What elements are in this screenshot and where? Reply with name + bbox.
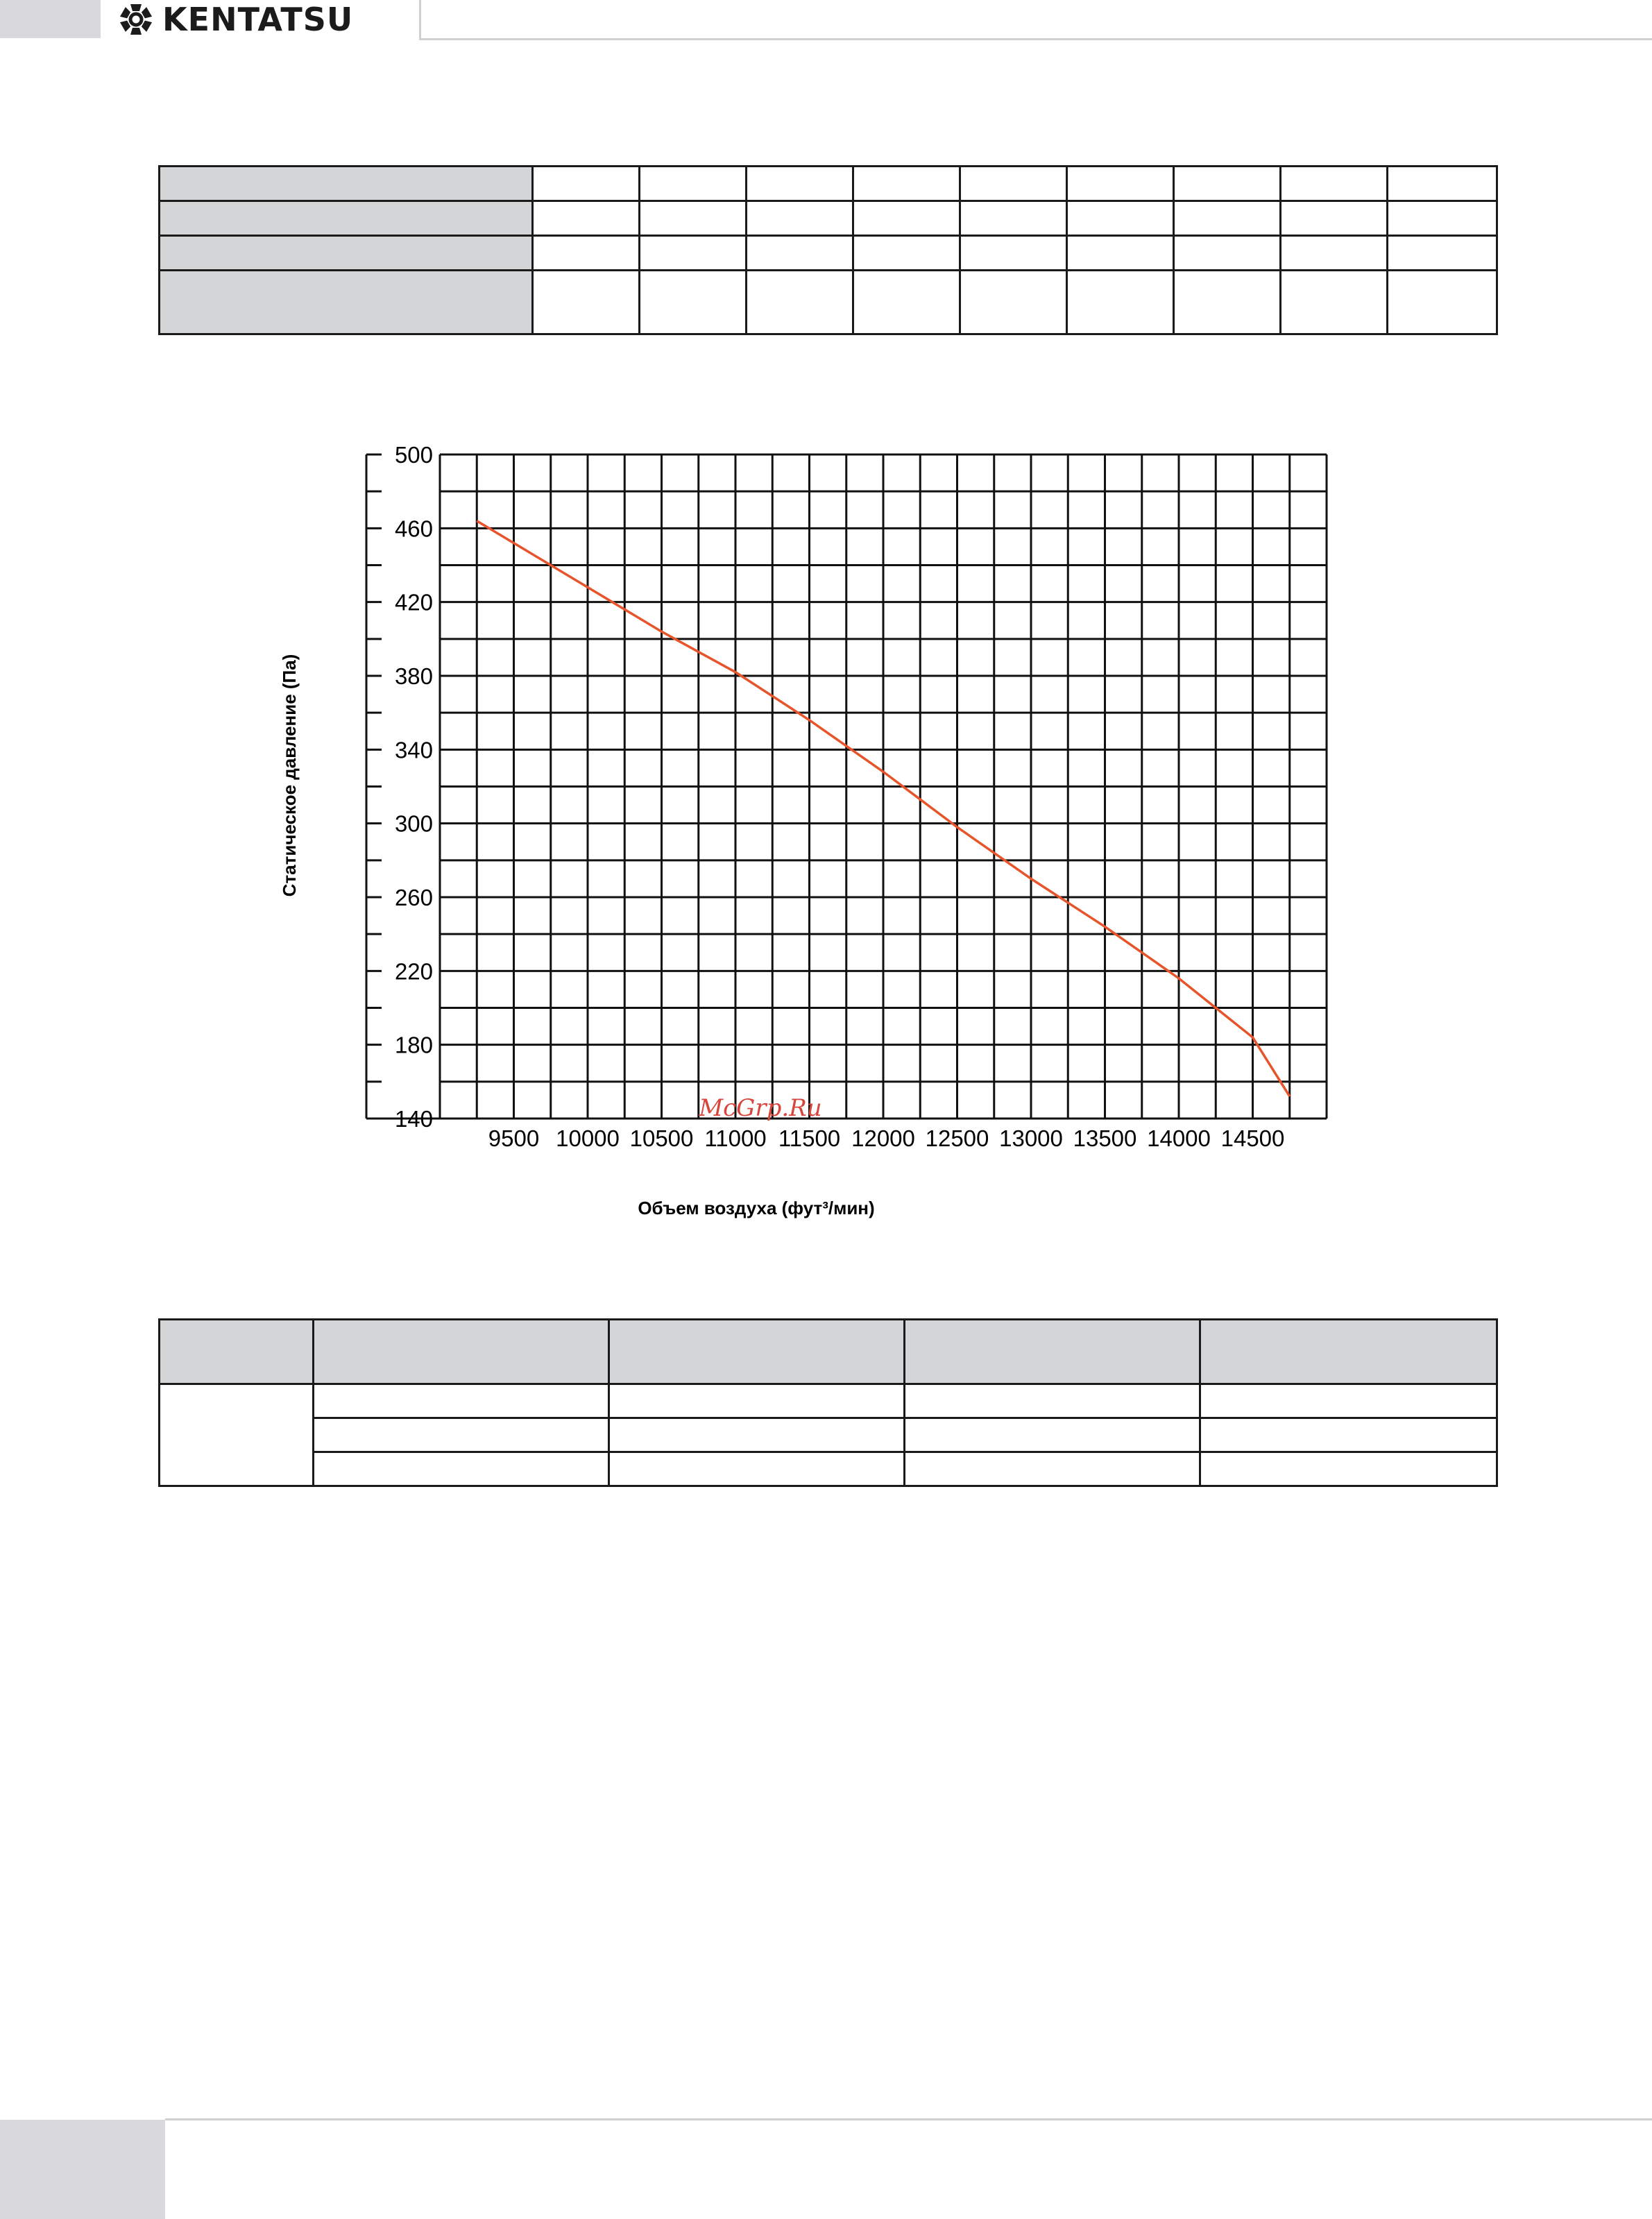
table-cell [747,167,853,201]
x-tick-label: 14500 [1220,1125,1285,1151]
table-cell [747,236,853,271]
table-cell [640,167,747,201]
table-cell [1067,236,1174,271]
table-row [160,271,1497,334]
table-row [160,236,1497,271]
table-cell [853,271,960,334]
header-gray-block [0,0,101,38]
table-cell [609,1384,905,1418]
table-cell [1174,167,1281,201]
table-cell [1174,201,1281,236]
table-cell [1388,201,1497,236]
x-tick-label: 13500 [1073,1125,1137,1151]
table-cell [160,201,533,236]
table-row [160,1452,1497,1486]
x-tick-label: 10500 [629,1125,694,1151]
table-row [160,1418,1497,1452]
x-tick-label: 12500 [925,1125,989,1151]
table-row [160,1384,1497,1418]
kentatsu-gear-logo-icon [117,2,155,37]
table-cell [1067,201,1174,236]
table-cell [1174,271,1281,334]
y-tick-label: 420 [394,589,433,615]
x-tick-label: 10000 [556,1125,620,1151]
table-cell [747,271,853,334]
table-cell [314,1452,609,1486]
x-tick-label: 11500 [778,1125,841,1151]
spec-table-bottom [158,1318,1498,1487]
table-cell [160,1384,314,1486]
table-cell [640,236,747,271]
chart-svg [257,430,1381,1249]
table-cell [960,167,1067,201]
y-tick-label: 500 [394,442,433,468]
table-cell [640,201,747,236]
header-divider [419,0,421,40]
table-cell [1281,167,1388,201]
table-cell [533,236,640,271]
table-cell [853,167,960,201]
y-axis-title: Статическое давление (Па) [279,654,300,897]
table-cell [905,1452,1200,1486]
table-cell [1200,1320,1497,1384]
watermark-text: McGrp.Ru [699,1094,822,1122]
table-cell [609,1452,905,1486]
table-cell [1200,1452,1497,1486]
x-tick-label: 13000 [999,1125,1063,1151]
y-tick-label: 460 [394,516,433,542]
table-cell [960,201,1067,236]
table-cell [533,271,640,334]
table-cell [747,201,853,236]
x-tick-label: 12000 [851,1125,915,1151]
table-cell [1388,271,1497,334]
table-cell [640,271,747,334]
table-cell [533,167,640,201]
table-cell [160,167,533,201]
y-tick-label: 300 [394,810,433,837]
table-cell [960,236,1067,271]
y-tick-label: 180 [394,1032,433,1058]
x-tick-label: 11000 [704,1125,767,1151]
table-cell [314,1320,609,1384]
table-cell [1281,236,1388,271]
fan-curve-chart [257,430,1381,1249]
table-cell [1174,236,1281,271]
y-tick-label: 340 [394,737,433,763]
footer-rule [165,2118,1652,2120]
table-cell [1388,167,1497,201]
table-cell [1200,1384,1497,1418]
table-cell [960,271,1067,334]
table-cell [533,201,640,236]
table-cell [609,1418,905,1452]
table-cell [1281,271,1388,334]
table-cell [905,1418,1200,1452]
brand-logo [117,1,353,37]
table-cell [853,236,960,271]
y-tick-label: 220 [394,958,433,985]
table-cell [905,1384,1200,1418]
table-cell [1200,1418,1497,1452]
table-cell [853,201,960,236]
brand-name: KENTATSU [162,1,354,38]
header-rule [419,38,1652,40]
table-cell [1388,236,1497,271]
x-tick-label: 9500 [488,1125,540,1151]
x-axis-title: Объем воздуха (фут³/мин) [638,1198,875,1218]
table-cell [160,271,533,334]
table-cell [314,1384,609,1418]
y-tick-label: 260 [394,885,433,910]
y-tick-label: 380 [394,663,433,689]
table-cell [314,1418,609,1452]
table-cell [160,1320,314,1384]
table-cell [905,1320,1200,1384]
table-cell [1067,167,1174,201]
table-row [160,167,1497,201]
table-row [160,201,1497,236]
footer-gray-block [0,2120,165,2219]
y-tick-label: 140 [394,1106,433,1132]
table-cell [1067,271,1174,334]
table-cell [160,236,533,271]
table-cell [609,1320,905,1384]
table-row [160,1320,1497,1384]
x-tick-label: 14000 [1147,1125,1211,1151]
table-cell [1281,201,1388,236]
spec-table-top [158,165,1498,335]
